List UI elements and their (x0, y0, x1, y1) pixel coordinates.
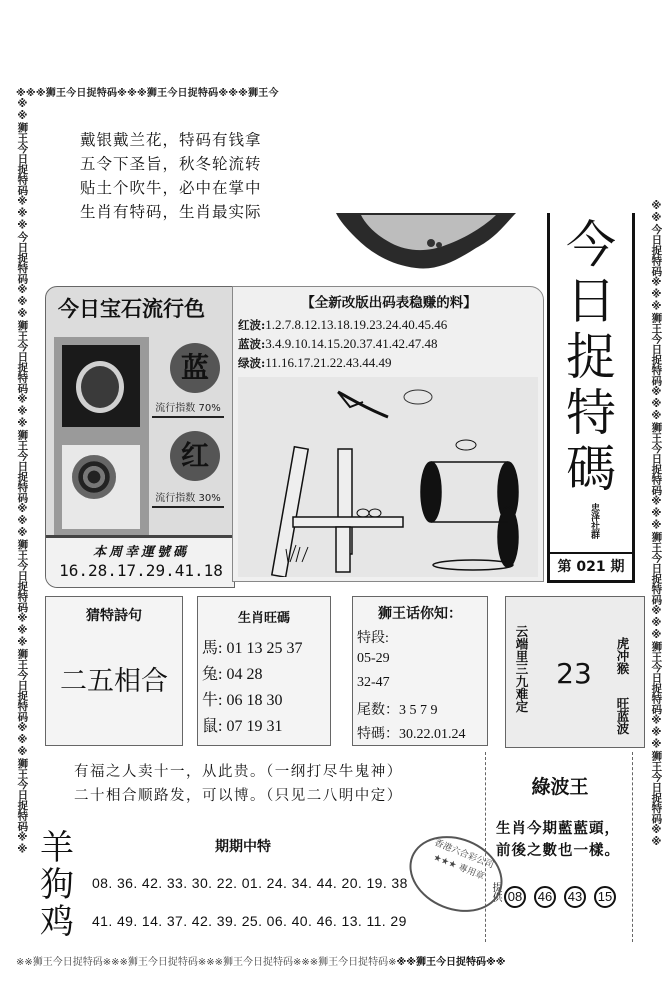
wave-heading: 【全新改版出码表稳赚的料】 (301, 295, 477, 311)
title-char: 捉 (566, 328, 616, 386)
guess-text: 二五相合 (60, 666, 168, 697)
lion-tips-title: 狮王话你知： (378, 606, 462, 622)
blue-gem-ring-image (62, 345, 140, 427)
title-char: 碼 (566, 440, 616, 498)
poem (80, 128, 262, 224)
number-ball: 43 (564, 886, 586, 908)
lucky-numbers-box (46, 535, 235, 588)
hint-left-text: 云端里三九难定 (514, 625, 529, 713)
blue-color-badge: 蓝 (170, 343, 220, 393)
lion-image (336, 213, 516, 273)
lion-tip-row: 32-47 (357, 675, 390, 690)
bottom-border-bold: ※※狮王今日捉特码※※ (396, 957, 506, 968)
zodiac-animal: 牛: (202, 692, 223, 709)
zodiac-animal: 馬: (202, 640, 223, 657)
red-wave-row (238, 317, 447, 333)
proverb-line: 有福之人卖十一，从此贵。（一纲打尽牛鬼神） (74, 764, 403, 780)
top-border-text: ※※※狮王今日捉特码※※※狮王今日捉特码※※※狮王今 (16, 88, 279, 99)
stamp-text: 香港六合彩公司 ★★★ 專用章 (431, 838, 495, 883)
zodiac-numbers: 06 18 30 (226, 692, 283, 709)
title-char: 特 (566, 384, 616, 442)
poem-line: 五令下圣旨，秋冬轮流转 (80, 155, 262, 173)
proverb (74, 760, 403, 808)
lion-tip-row: 特碼：30.22.01.24 (357, 727, 466, 742)
wave-label: 绿波: (238, 356, 266, 370)
number-ball: 08 (504, 886, 526, 908)
title-chars (550, 217, 632, 497)
green-wave-row (238, 355, 392, 371)
zodiac-animal: 兔: (202, 666, 223, 683)
poem-line: 贴土个吹牛，必中在掌中 (80, 179, 262, 197)
poem-line: 生肖有特码，生肖最实际 (80, 203, 262, 221)
hint-box (505, 596, 645, 748)
number-49-illustration (238, 377, 538, 577)
zodiac-numbers: 07 19 31 (226, 718, 283, 735)
wave-label: 红波: (238, 318, 266, 332)
number-ball: 46 (534, 886, 556, 908)
zodiac-row (202, 713, 282, 736)
guess-title: 猜特詩句 (86, 608, 142, 624)
lion-tip-row: 特段: (357, 631, 389, 646)
wave-numbers: 11.16.17.21.22.43.44.49 (265, 355, 392, 370)
number-row: 41. 49. 14. 37. 42. 39. 25. 06. 40. 46. 13. 11. 29 (92, 913, 407, 929)
gem-panel-title: 今日宝石流行色 (58, 296, 205, 321)
hint-right-text-2: 旺蓝波 (615, 697, 630, 735)
zodiac-char: 羊 (40, 828, 74, 868)
wave-numbers: 1.2.7.8.12.13.18.19.23.24.40.45.46 (265, 317, 448, 332)
hint-number: 23 (556, 657, 592, 690)
lion-tip-row: 尾数：3 5 7 9 (357, 703, 438, 718)
zodiac-title: 生肖旺碼 (237, 611, 290, 626)
lion-tips-box (352, 596, 488, 746)
gem-color-panel (45, 286, 235, 588)
lucky-numbers: 16.28.17.29.41.18 (59, 561, 223, 580)
every-issue-title: 期期中特 (215, 839, 271, 855)
zodiac-numbers-box (197, 596, 331, 746)
bottom-border-text (16, 953, 505, 968)
zodiac-row (202, 661, 262, 684)
gem-images (54, 337, 149, 537)
wave-king-text (496, 818, 620, 862)
red-color-badge: 红 (170, 431, 220, 481)
right-border-text: ※※今日捉特码※※※狮王今日捉特码※※※狮王今日捉特码※※※狮王今日捉特码※※※狮王今日捉特码※※※狮王今日捉特码※※ (650, 200, 663, 848)
wave-king-line: 前後之數也一樣。 (496, 842, 620, 859)
red-index-label: 流行指数 30% (152, 489, 224, 508)
number-ball: 15 (594, 886, 616, 908)
proverb-line: 二十相合顺路发，可以博。（只见二八明中定） (74, 788, 403, 804)
wave-panel (232, 286, 544, 582)
wave-king-panel (485, 752, 633, 942)
wave-king-line: 生肖今期藍藍頭， (496, 820, 620, 837)
title-panel (547, 213, 635, 583)
lion-tip-row: 05-29 (357, 651, 390, 666)
zodiac-numbers: 01 13 25 37 (226, 640, 303, 657)
title-char: 今 (566, 216, 616, 274)
lucky-title: 本周幸運號碼 (92, 545, 189, 560)
wave-numbers: 3.4.9.10.14.15.20.37.41.42.47.48 (265, 336, 438, 351)
zodiac-char: 狗 (40, 865, 74, 905)
zodiac-animal: 鼠: (202, 718, 223, 735)
hint-right-text-1: 虎冲猴 (615, 637, 630, 675)
provider-label: 提供 (490, 882, 501, 902)
zodiac-char: 鸡 (40, 902, 74, 942)
blue-index-label: 流行指数 70% (152, 399, 224, 418)
zodiac-row (202, 635, 302, 658)
zodiac-row (202, 687, 282, 710)
featured-zodiacs (40, 830, 80, 941)
red-gem-ring-image (62, 445, 140, 529)
bottom-border-faded: ※※狮王今日捉特码※※※狮王今日捉特码※※※狮王今日捉特码※※※狮王今日捉特码※ (16, 957, 397, 968)
number-row: 08. 36. 42. 33. 30. 22. 01. 24. 34. 44. 20. 19. 38 (92, 875, 408, 891)
title-subtitle: 忠泽社群 (589, 503, 599, 539)
wave-king-title: 綠波王 (531, 776, 589, 798)
wave-label: 蓝波: (238, 337, 266, 351)
issue-number: 第 021 期 (550, 552, 632, 580)
poem-line: 戴银戴兰花，特码有钱拿 (80, 131, 262, 149)
zodiac-numbers: 04 28 (226, 666, 263, 683)
blue-wave-row (238, 336, 438, 352)
left-border-text: ※※狮王今日捉特码※※※今日捉特码※※※狮王今日捉特码※※※狮王今日捉特码※※※狮王今日捉特码※※※狮王今日捉特码※※※狮王今日捉特码※※ (16, 98, 29, 856)
title-char: 日 (566, 272, 616, 330)
guess-poem-box (45, 596, 183, 746)
